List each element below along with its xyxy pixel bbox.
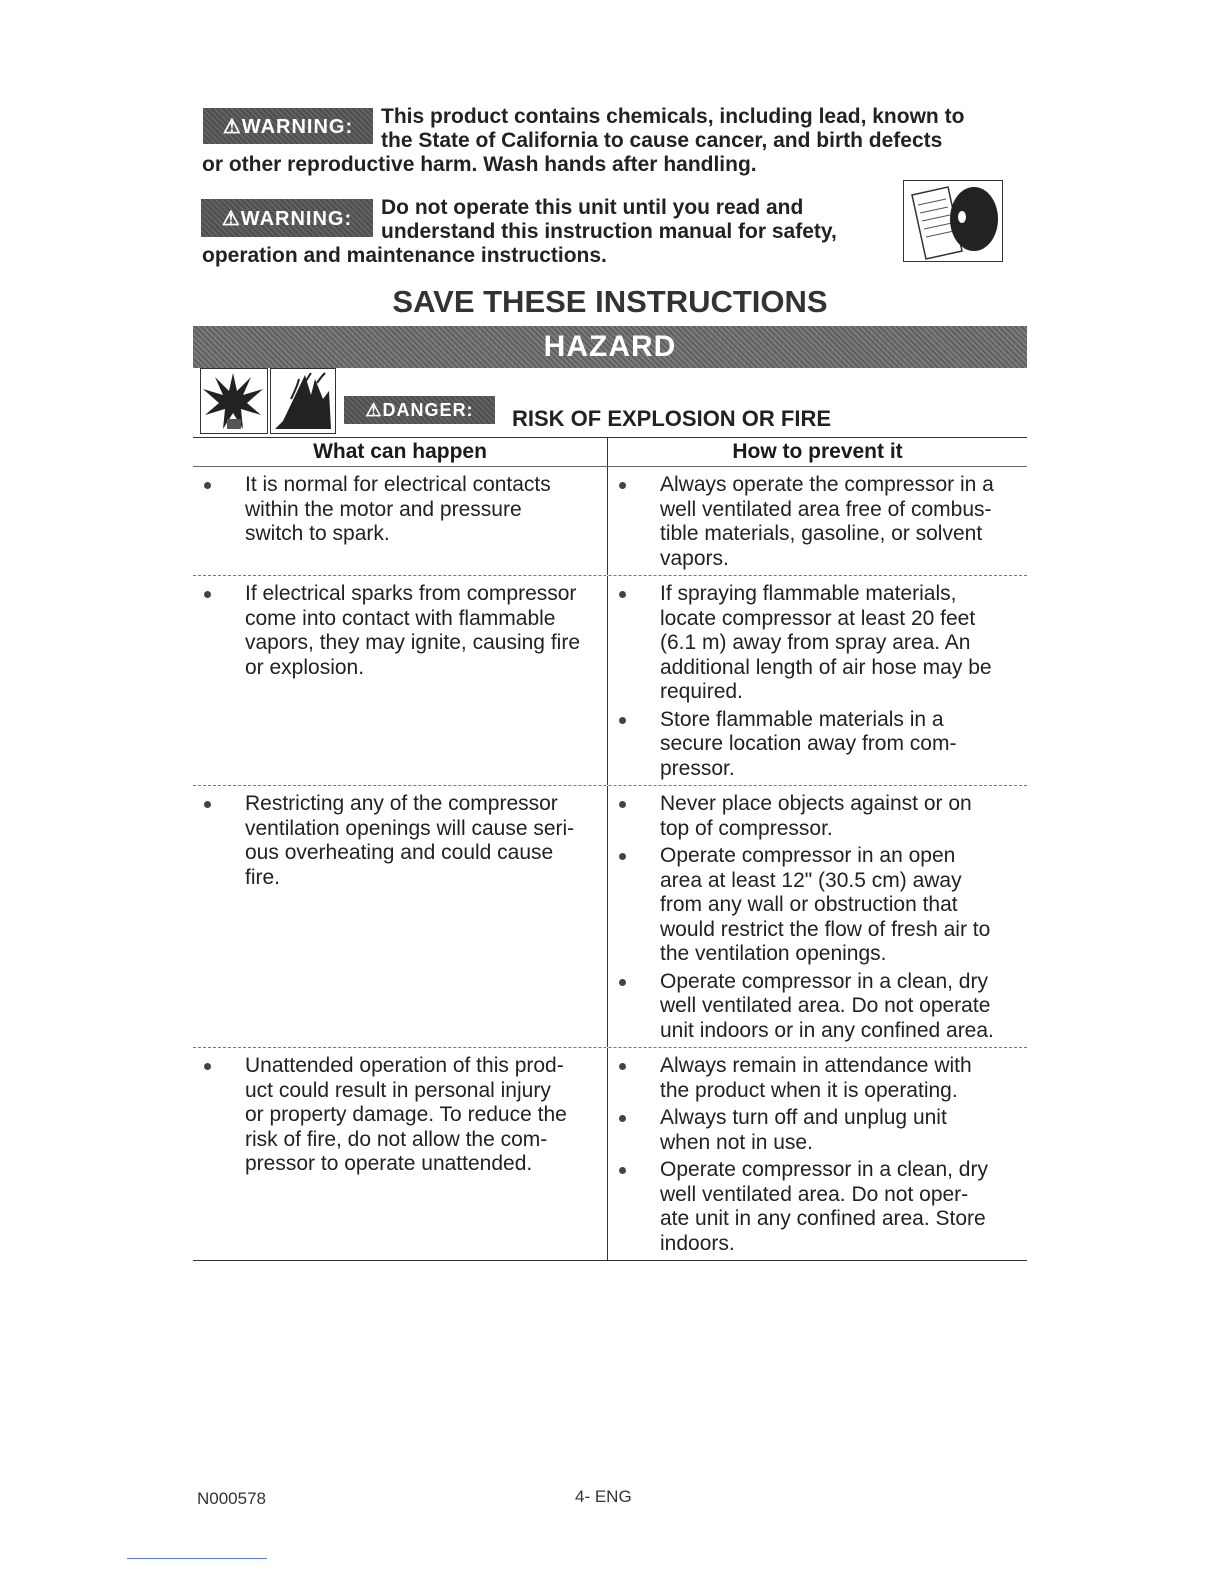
item-text: If electrical sparks from compressor come into contact with flammable vapors, they may ignite, causing fire or explosion.	[245, 582, 580, 679]
warning-badge-2	[201, 199, 373, 237]
explosion-icon	[200, 368, 268, 434]
item-text: It is normal for electrical contacts within the motor and pressure switch to spark.	[245, 473, 551, 545]
bullet-icon	[193, 582, 245, 680]
list-item	[608, 792, 1027, 841]
warning-badge-1	[203, 108, 373, 144]
warning-1-line-2: the State of California to cause cancer, and birth defects	[381, 129, 943, 152]
warning-1-line-3: or other reproductive harm. Wash hands after handling.	[202, 153, 757, 176]
prevent-cell	[607, 576, 1027, 785]
prevent-cell	[607, 1048, 1027, 1260]
hazard-title: HAZARD	[543, 330, 677, 363]
warning-1-line-1: This product contains chemicals, including lead, known to	[381, 105, 965, 128]
danger-badge	[344, 396, 495, 424]
warning-2-line-1: Do not operate this unit until you read and	[381, 196, 804, 219]
table-row	[193, 467, 1027, 576]
save-instructions-heading: SAVE THESE INSTRUCTIONS	[392, 284, 828, 319]
item-text: Store flammable materials in a secure location away from com- pressor.	[660, 707, 957, 780]
table-header	[193, 438, 1027, 467]
item-text: Operate compressor in a clean, dry well ventilated area. Do not oper- ate unit in any confined area. Store indoors.	[660, 1158, 988, 1255]
item-text: Unattended operation of this prod- uct could result in personal injury or property damage. To reduce the risk of fire, do not allow the com- pressor to operate unattended.	[245, 1054, 567, 1175]
item-text: Operate compressor in an open area at least 12" (30.5 cm) away from any wall or obstruction that would restrict the flow of fresh air to the ventilation openings.	[660, 844, 991, 965]
list-item	[608, 582, 1027, 705]
prevent-cell	[607, 467, 1027, 575]
prevent-cell	[607, 786, 1027, 1047]
list-item	[608, 1158, 1027, 1256]
item-text: Restricting any of the compressor ventilation openings will cause seri- ous overheating and could cause fire.	[245, 792, 575, 889]
list-item	[608, 1106, 1027, 1155]
page-number: 4- ENG	[575, 1487, 632, 1506]
item-text: Always remain in attendance with the product when it is operating.	[660, 1054, 972, 1102]
bullet-icon	[608, 708, 660, 782]
item-text: If spraying flammable materials, locate compressor at least 20 feet (6.1 m) away from spray area. An additional length of air hose may be required.	[660, 582, 992, 703]
danger-title: RISK OF EXPLOSION OR FIRE	[512, 406, 832, 431]
table-row	[193, 786, 1027, 1048]
item-text: Always turn off and unplug unit when not in use.	[660, 1106, 947, 1154]
header-how-to-prevent: How to prevent it	[607, 438, 1027, 466]
bullet-icon	[608, 844, 660, 967]
warning-2-line-3: operation and maintenance instructions.	[202, 244, 607, 267]
bullet-icon	[608, 970, 660, 1044]
bullet-icon	[608, 1106, 660, 1155]
list-item	[608, 970, 1027, 1044]
list-item	[608, 708, 1027, 782]
header-what-can-happen: What can happen	[313, 440, 487, 463]
list-item	[608, 1054, 1027, 1103]
table-row	[193, 1048, 1027, 1261]
document-code: N000578	[197, 1489, 267, 1508]
danger-badge-label: ⚠DANGER:	[365, 399, 474, 420]
bullet-icon	[608, 582, 660, 705]
list-item	[193, 473, 607, 547]
warning-2-line-2: understand this instruction manual for safety,	[381, 220, 837, 243]
list-item	[193, 582, 607, 680]
happen-cell	[193, 576, 607, 785]
happen-cell	[193, 786, 607, 1047]
footer-rule	[127, 1558, 267, 1559]
bullet-icon	[608, 473, 660, 571]
happen-cell	[193, 1048, 607, 1260]
hazard-banner	[193, 326, 1027, 368]
hazard-table	[193, 437, 1027, 1261]
read-manual-icon	[903, 180, 1003, 262]
item-text: Never place objects against or on top of compressor.	[660, 792, 972, 840]
bullet-icon	[608, 1054, 660, 1103]
bullet-icon	[608, 1158, 660, 1256]
list-item	[608, 844, 1027, 967]
bullet-icon	[193, 473, 245, 547]
item-text: Operate compressor in a clean, dry well ventilated area. Do not operate unit indoors or in any confined area.	[660, 969, 994, 1042]
list-item	[608, 473, 1027, 571]
fire-icon	[270, 368, 336, 434]
table-row	[193, 576, 1027, 786]
bullet-icon	[193, 792, 245, 890]
warning-badge-2-label: ⚠WARNING:	[221, 207, 353, 230]
list-item	[193, 792, 607, 890]
list-item	[193, 1054, 607, 1177]
item-text: Always operate the compressor in a well ventilated area free of combus- tible materials, gasoline, or solvent vapors.	[660, 473, 994, 570]
bullet-icon	[608, 792, 660, 841]
warning-badge-1-label: ⚠WARNING:	[222, 115, 354, 138]
bullet-icon	[193, 1054, 245, 1177]
happen-cell	[193, 467, 607, 575]
